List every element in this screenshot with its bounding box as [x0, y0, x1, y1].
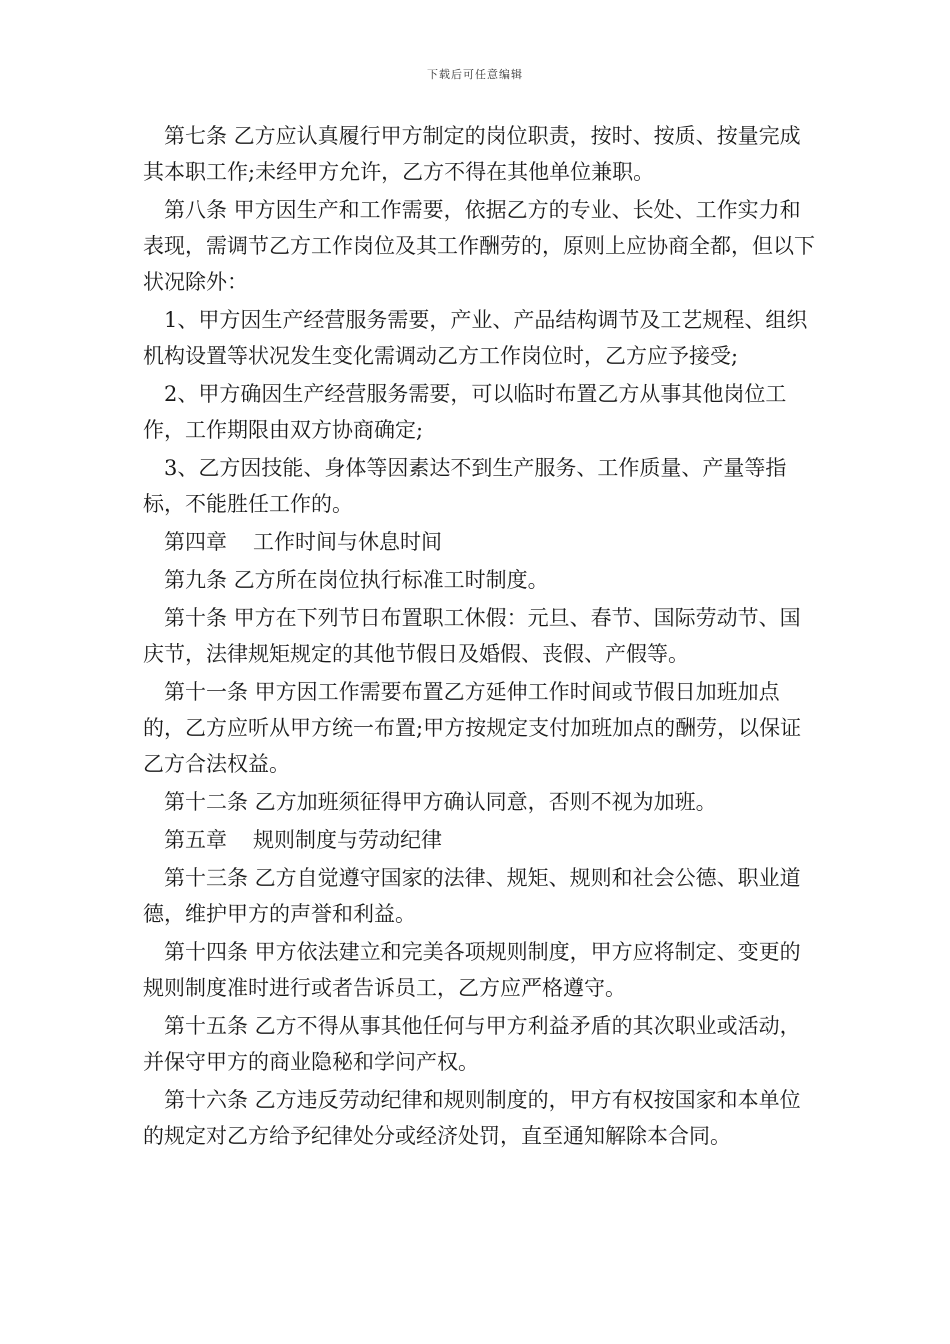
chapter-4-title: 工作时间与休息时间 [253, 530, 442, 554]
article-11: 第十一条 甲方因工作需要布置乙方延伸工作时间或节假日加班加点的，乙方应听从甲方统一布置;甲方按规定支付加班加点的酬劳，以保证乙方合法权益。 [143, 680, 802, 776]
article-7: 第七条 乙方应认真履行甲方制定的岗位职责，按时、按质、按量完成其本职工作;未经甲方允许，乙方不得在其他单位兼职。 [143, 124, 801, 184]
chapter-5-title: 规则制度与劳动纪律 [253, 828, 442, 852]
chapter-4-heading [143, 524, 815, 560]
article-8-item-3: 3、乙方因技能、身体等因素达不到生产服务、工作质量、产量等指标，不能胜任工作的。 [143, 456, 787, 516]
article-12: 第十二条 乙方加班须征得甲方确认同意，否则不视为加班。 [164, 790, 717, 814]
article-8-item-1: 1、甲方因生产经营服务需要，产业、产品结构调节及工艺规程、组织机构设置等状况发生变化需调动乙方工作岗位时，乙方应予接受; [143, 308, 808, 368]
article-10: 第十条 甲方在下列节日布置职工休假：元旦、春节、国际劳动节、国庆节，法律规矩规定的其他节假日及婚假、丧假、产假等。 [143, 606, 801, 666]
article-14: 第十四条 甲方依法建立和完美各项规则制度，甲方应将制定、变更的规则制度准时进行或者告诉员工，乙方应严格遵守。 [143, 940, 801, 1000]
article-15: 第十五条 乙方不得从事其他任何与甲方利益矛盾的其次职业或活动，并保守甲方的商业隐秘和学问产权。 [143, 1014, 801, 1074]
article-13: 第十三条 乙方自觉遵守国家的法律、规矩、规则和社会公德、职业道德，维护甲方的声誉和利益。 [143, 866, 801, 926]
chapter-5-heading [143, 822, 815, 858]
article-16: 第十六条 乙方违反劳动纪律和规则制度的，甲方有权按国家和本单位的规定对乙方给予纪律处分或经济处罚，直至通知解除本合同。 [143, 1088, 801, 1148]
article-8-item-2: 2、甲方确因生产经营服务需要，可以临时布置乙方从事其他岗位工作，工作期限由双方协商确定; [143, 382, 787, 442]
document-body [143, 118, 815, 1156]
article-9: 第九条 乙方所在岗位执行标准工时制度。 [164, 568, 549, 592]
article-8: 第八条 甲方因生产和工作需要，依据乙方的专业、长处、工作实力和表现，需调节乙方工作岗位及其工作酬劳的，原则上应协商全都，但以下状况除外： [143, 198, 815, 294]
chapter-4-number: 第四章 [164, 530, 227, 554]
chapter-5-number: 第五章 [164, 828, 227, 852]
page-header-note: 下载后可任意编辑 [427, 68, 523, 81]
